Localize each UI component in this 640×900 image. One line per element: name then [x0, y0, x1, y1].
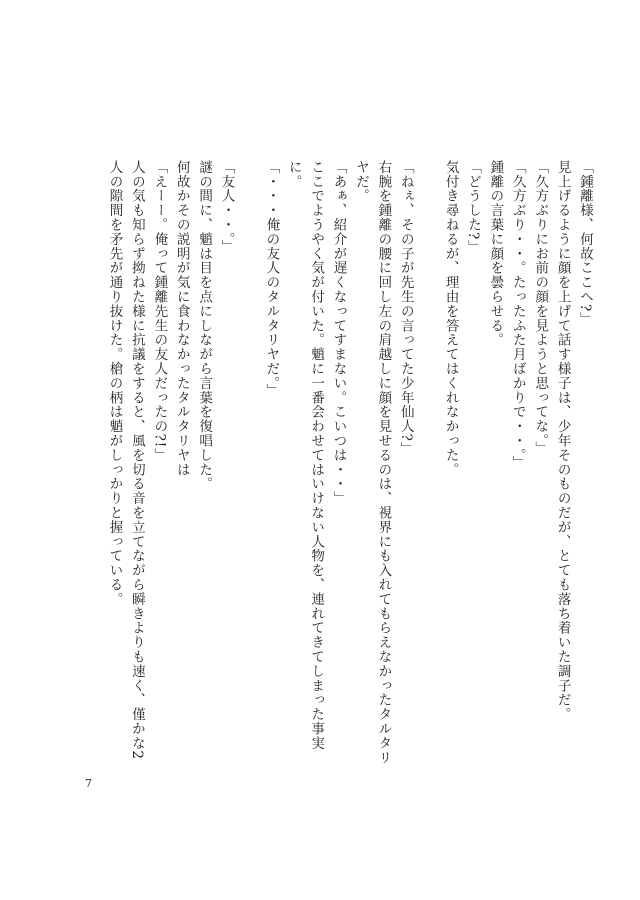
text-line-9: 「ねぇ、その子が先生の言ってた少年仙人?」 — [397, 160, 414, 457]
blank-line — [238, 160, 260, 770]
text-line-5: 鍾離の言葉に顔を曇らせる。 — [487, 160, 504, 348]
text-line-19: 人の気も知らず拗ねた様に抗議をすると、風を切る音を立てながら瞬きよりも速く、僅かな2人の隙間を矛先が通り抜けた。槍の柄は魈がしっかりと握っている。 — [106, 160, 145, 760]
blank-line — [417, 160, 439, 770]
text-line-7: 気付き尋ねるが、理由を答えてはくれなかった。 — [442, 160, 459, 477]
text-line-1: 「鍾離様、何故ここへ?」 — [577, 160, 593, 327]
text-line-17: 何故かその説明が気に食わなかったタルタリヤは — [173, 160, 190, 477]
text-line-4: 「久方ぶり・・。たったふた月ばかりで・・。」 — [509, 160, 526, 471]
text-line-12: ここでようやく気が付いた。魈に一番会わせてはいけない人物を、連れてきてしまった事実に。 — [285, 160, 325, 751]
text-line-11: 「あぁ、紹介が遅くなってすまない。こいつは・・」 — [330, 160, 347, 506]
text-line-10: 右腕を鍾離の腰に回し左の肩越しに顔を見せるのは、視界にも入れてもらえなかったタルタリヤだ。 — [352, 160, 392, 765]
text-line-6: 「どうした?」 — [464, 160, 481, 255]
text-line-3: 「久方ぶりにお前の顔を見ようと思ってな。」 — [532, 160, 549, 456]
text-line-2: 見上げるように顔を上げて話す様子は、少年そのものだが、とても落ち着いた調子だ。 — [554, 160, 571, 722]
vertical-text-body — [96, 160, 596, 770]
text-line-13: 「・・・俺の友人のタルタリヤだ。」 — [263, 160, 280, 399]
text-line-18: 「えーー。俺って鍾離先生の友人だったの?!」 — [151, 160, 168, 463]
page-number: 7 — [85, 777, 92, 790]
text-line-16: 謎の間に、魈は目を点にしながら言葉を復唱した。 — [196, 160, 213, 492]
text-line-15: 「友人・・。」 — [218, 160, 235, 255]
